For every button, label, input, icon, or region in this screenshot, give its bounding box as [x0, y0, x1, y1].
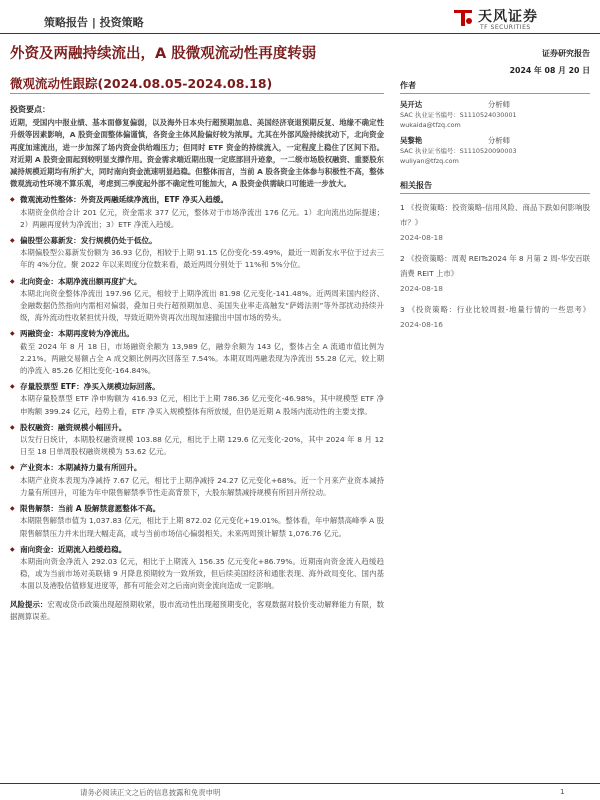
report-date: 2024 年 08 月 20 日 [509, 66, 590, 75]
related-date: 2024-08-18 [400, 284, 443, 293]
risk-text: 宏观或货币政策出现超预期收紧，股市流动性出现超预期变化，客观数据对股价变动解释能力有限，数据测算误差。 [10, 599, 384, 621]
item-body: 本期资金供给合计 201 亿元，资金需求 377 亿元，整体对于市场净流出 176 亿元。1）北向流出边际提速；2）两融再度转为净流出；3）ETF 净流入趋缓。 [20, 207, 384, 229]
item-body: 本期产业资本表现为净减持 7.67 亿元，相比于上期净减持 24.27 亿元变化+68%。近一个月来产业资本减持力量有所回升，可能为年中限售解禁季节性走高背景下，大股东解禁减持规模有所回升所拉动。 [20, 475, 384, 497]
summary-heading: 投资要点： [10, 105, 50, 114]
related-date: 2024-08-18 [400, 233, 443, 242]
subtitle-divider [10, 93, 384, 94]
list-item [10, 276, 384, 325]
footer-disclaimer: 请务必阅读正文之后的信息披露和免责申明 [80, 788, 221, 797]
tf-logo-icon [452, 6, 474, 28]
author-role: 分析师 [487, 136, 510, 145]
related-report[interactable] [400, 200, 590, 245]
author-card [400, 136, 590, 166]
item-heading: ◆ 存量股票型 ETF：净买入规模边际回落。 [10, 381, 384, 393]
related-report[interactable] [400, 302, 590, 332]
item-heading: ◆ 北向资金：本期净流出额再度扩大。 [10, 276, 384, 288]
authors-heading: 作者 [400, 80, 590, 94]
item-heading: ◆ 微观流动性整体：外资及两融延续净流出，ETF 净买入趋缓。 [10, 194, 384, 206]
author-email[interactable]: wuliyan@tfzq.com [400, 157, 459, 165]
header-divider [0, 33, 600, 34]
footer-divider [0, 783, 600, 784]
related-title[interactable]: 2 《投资策略：周观 REITs2024 年 8 月第 2 周-华安百联消费 REIT 上市》 [400, 254, 590, 278]
author-role: 分析师 [487, 100, 510, 109]
item-body: 本期南向资金净流入 292.03 亿元，相比于上期流入 156.35 亿元变化+86.79%。近期南向资金流入趋缓趋稳，或为当前市场对美联储 9 月降息预期较为一致所致，但后续美国经济和通胀表现、海外政局变化、国内基本面以及港股估值修复进度等，都有可能会对之后南向资金流向造成一定影响。 [20, 556, 384, 591]
related-heading: 相关报告 [400, 180, 590, 194]
summary-text: 近期，受国内中报业绩、基本面修复偏弱，以及海外日本央行超预期加息、美国经济衰退预期反复、地缘不确定性升级等因素影响，A 股资金面整体偏谨慎，各资金主体风险偏好较为浓厚。尤其在外部风险持续扰动下，北向资金再度加速流出，进一步加深了场内资金供给端压力；但同时 ETF 资金的持续流入，一定程度上稳住了区间下沿。对近期 A 股资金面起到较明显支撑作用。资金需求端近期出现一定底部回升迹象，一二级市场股权融资、重要股东减持规模近期均有所扩大，同时南向资金流速明显趋稳。但整体而言，当前 A 股各资金主体参与积极性不高，整体微观流动性环境不算乐观，考虑到三季度起外部不确定性可能加大，A 股资金供需缺口可能进一步放大。 [10, 118, 384, 189]
list-item [10, 544, 384, 593]
item-body: 本期存量股票型 ETF 净申购额为 416.93 亿元，相比于上期 786.36 亿元变化-46.98%，其中规模型 ETF 净申购额 399.24 亿元，趋势上看，ETF 净买入规模整体有所放缓，但仍是近期 A 股场内流动性的主要支撑。 [20, 394, 384, 416]
author-license: SAC 执业证书编号：S1110524030001 [400, 111, 517, 119]
item-heading: ◆ 产业资本：本期减持力量有所回升。 [10, 462, 384, 474]
sidebar [400, 42, 590, 332]
company-logo [452, 4, 562, 34]
item-heading: ◆ 两融资金：本期再度转为净流出。 [10, 328, 384, 340]
report-category: 策略报告 | 投资策略 [44, 16, 144, 29]
related-title[interactable]: 1 《投资策略：投资策略-信用风险、商品下跌如何影响股市？》 [400, 203, 590, 227]
report-type: 证券研究报告 [542, 49, 590, 58]
author-name: 吴黎艳 [400, 136, 423, 145]
related-date: 2024-08-16 [400, 320, 443, 329]
list-item [10, 194, 384, 231]
main-content [10, 104, 384, 623]
logo-text-cn: 天风证券 [478, 9, 538, 25]
item-body: 截至 2024 年 8 月 18 日，市场融资余额为 13,989 亿，融券余额为 143 亿，整体占全 A 流通市值比例为 2.21%。两融交易额占全 A 成交额比例再次回落至 7.54%。本期双周两融表现为净流出 55.28 亿元，较上期的净流入 85.26 亿相比变化-164.84%。 [20, 341, 384, 376]
author-license: SAC 执业证书编号：S1110520090003 [400, 147, 517, 155]
item-body: 本期偏股型公募新发份额为 36.93 亿份，相较于上期 91.15 亿份变化-59.49%，最近一周新发水平位于过去三年的 4%分位。聚 2022 年以来周度分位数来看，最近两周分别处于 11%和 5%分位。 [20, 248, 384, 270]
list-item [10, 381, 384, 418]
list-item [10, 503, 384, 540]
related-title[interactable]: 3 《投资策略：行业比较周报-地量行情的一些思考》 [400, 305, 590, 314]
report-title: 外资及两融持续流出，A 股微观流动性再度转弱 [10, 46, 317, 62]
logo-text-en: TF SECURITIES [480, 24, 531, 31]
item-heading: ◆ 偏股型公募新发：发行规模仍处于低位。 [10, 235, 384, 247]
item-body: 本期北向资金整体净流出 197.96 亿元，相较于上期净流出 81.98 亿元变化-141.48%。近两周来国内经济、金融数据仍然指向内需相对偏弱，叠加日央行超预期加息、美国失业率走高触发“萨姆法则”等外部扰动持续升级，海外流动性收紧担忧升级，导致近期外资再次出现加速撤出中国市场的势头。 [20, 288, 384, 323]
list-item [10, 235, 384, 272]
list-item [10, 462, 384, 499]
risk-warning [10, 599, 384, 623]
list-item [10, 422, 384, 459]
related-report[interactable] [400, 251, 590, 296]
author-card [400, 100, 590, 130]
page-number: 1 [560, 787, 565, 796]
author-email[interactable]: wukaida@tfzq.com [400, 121, 461, 129]
item-heading: ◆ 股权融资：融资规模小幅回升。 [10, 422, 384, 434]
item-body: 本期限售解禁市值为 1,037.83 亿元，相比于上期 872.02 亿元变化+19.01%。整体看，年中解禁高峰季 A 股限售解禁压力并未出现大幅走高，或与当前市场信心偏弱相关。未来两周预计解禁 1,076.76 亿元。 [20, 516, 384, 538]
report-subtitle: 微观流动性跟踪(2024.08.05-2024.08.18) [10, 76, 273, 91]
author-name: 吴开达 [400, 100, 423, 109]
item-heading: ◆ 南向资金：近期流入趋缓趋稳。 [10, 544, 384, 556]
list-item [10, 328, 384, 377]
item-heading: ◆ 限售解禁：当前 A 股解禁意愿整体不高。 [10, 503, 384, 515]
risk-label: 风险提示： [10, 599, 48, 609]
item-body: 以发行日统计，本期股权融资规模 103.88 亿元，相比于上期 129.6 亿元变化-20%，其中 2024 年 8 月 12 日至 18 日单周股权融资规模为 53.62 亿元。 [20, 435, 384, 457]
